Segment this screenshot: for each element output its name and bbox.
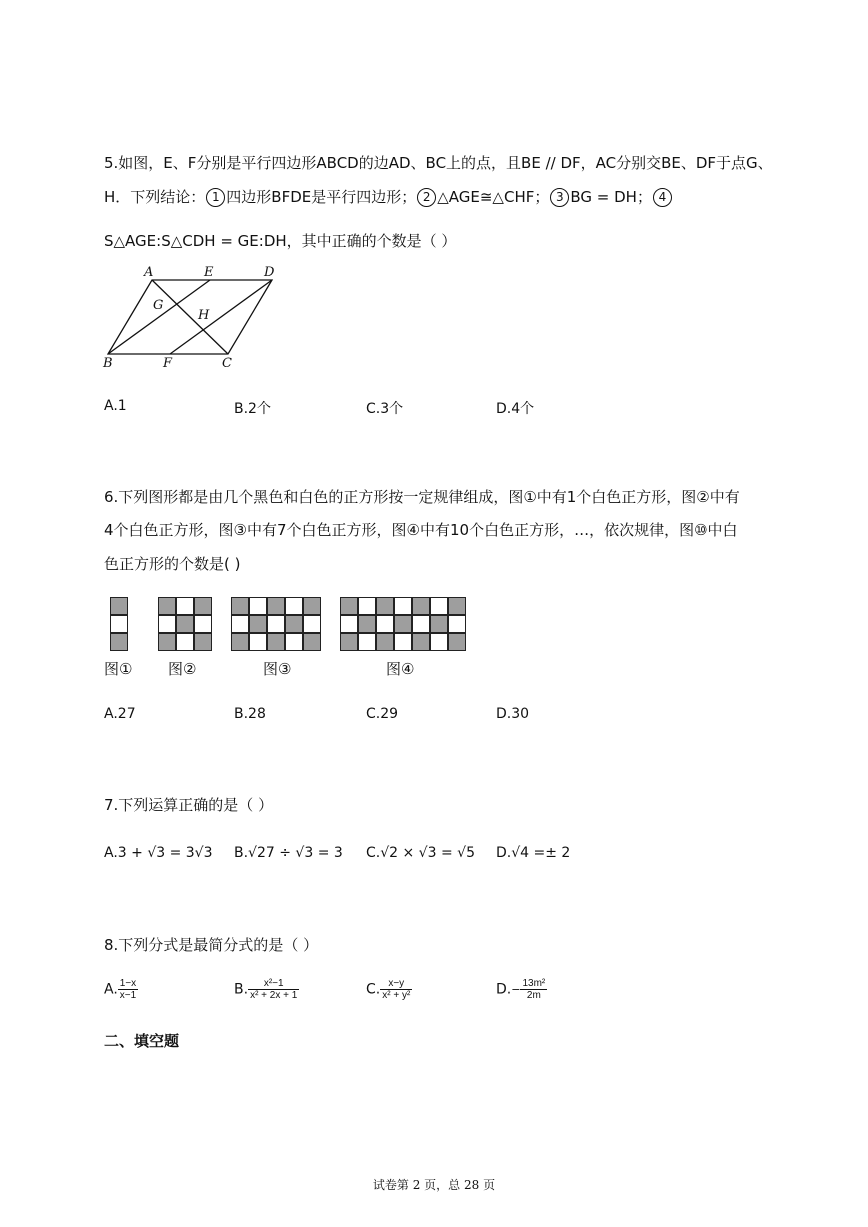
parallelogram-figure [100, 262, 285, 372]
white-square [394, 633, 412, 651]
q8-option-d[interactable] [496, 978, 547, 1001]
minus-sign: − [511, 983, 521, 996]
black-square [194, 633, 212, 651]
white-square [176, 633, 194, 651]
black-square [285, 615, 303, 633]
q5-option-b[interactable]: B.2个 [234, 401, 271, 417]
segment-ac [152, 280, 228, 354]
black-square [394, 615, 412, 633]
white-square [340, 615, 358, 633]
q5-line3: S△AGE:S△CDH = GE:DH，其中正确的个数是（ ） [104, 232, 457, 250]
fraction-d-denominator: 2m [520, 989, 547, 1001]
fig-label-2: 图② [168, 660, 197, 678]
black-square [430, 615, 448, 633]
black-square [303, 597, 321, 615]
black-square [158, 633, 176, 651]
black-square [194, 597, 212, 615]
white-square [249, 633, 267, 651]
fraction-c [380, 978, 412, 1001]
fraction-d [520, 978, 547, 1001]
white-square [231, 615, 249, 633]
white-square [430, 597, 448, 615]
label-d: D [264, 265, 275, 280]
black-square [412, 633, 430, 651]
white-square [448, 615, 466, 633]
q8-option-a-label: A. [104, 981, 118, 998]
conclusion-1: 四边形BFDE是平行四边形； [226, 188, 417, 206]
circled-number-3: 3 [550, 188, 569, 207]
fraction-b [248, 978, 299, 1001]
q5-line2 [104, 186, 673, 208]
q6-line2: 4个白色正方形，图③中有7个白色正方形，图④中有10个白色正方形，…，依次规律，图⑩中白 [104, 521, 738, 539]
circled-number-4: 4 [653, 188, 672, 207]
black-square [376, 633, 394, 651]
white-square [358, 597, 376, 615]
q6-line1: 6.下列图形都是由几个黑色和白色的正方形按一定规律组成，图①中有1个白色正方形，图②中有 [104, 488, 740, 506]
q6-line3: 色正方形的个数是( ) [104, 555, 241, 573]
q7-option-b[interactable]: B.√27 ÷ √3 = 3 [234, 845, 343, 861]
white-square [430, 633, 448, 651]
black-square [412, 597, 430, 615]
q8-stem: 8.下列分式是最简分式的是（ ） [104, 936, 319, 954]
black-square [267, 597, 285, 615]
label-g: G [153, 298, 164, 313]
white-square [176, 597, 194, 615]
circled-number-2: 2 [417, 188, 436, 207]
segment-be [108, 280, 210, 354]
q5-line2-start: H．下列结论： [104, 188, 206, 206]
fraction-a [118, 978, 138, 1001]
q5-option-d[interactable]: D.4个 [496, 401, 535, 417]
page-footer: 试卷第 2 页，总 28 页 [372, 1178, 496, 1192]
conclusion-3: BG = DH； [570, 188, 652, 206]
label-a: A [144, 265, 154, 280]
q6-option-a[interactable]: A.27 [104, 706, 136, 722]
white-square [194, 615, 212, 633]
black-square [340, 633, 358, 651]
q7-option-c[interactable]: C.√2 × √3 = √5 [366, 845, 475, 861]
fraction-a-numerator: 1−x [119, 978, 137, 989]
black-square [158, 597, 176, 615]
black-square [231, 633, 249, 651]
black-square [303, 633, 321, 651]
fraction-a-denominator: x−1 [119, 990, 137, 1001]
fraction-b-denominator: x² + 2x + 1 [250, 990, 298, 1001]
black-square [358, 615, 376, 633]
black-square [376, 597, 394, 615]
q7-option-d[interactable]: D.√4 =± 2 [496, 845, 571, 861]
white-square [249, 597, 267, 615]
fraction-d-numerator: 13m² [522, 978, 546, 989]
black-square [249, 615, 267, 633]
q8-option-b[interactable] [234, 978, 299, 1001]
q8-option-d-label: D. [496, 981, 512, 998]
q8-option-a[interactable] [104, 978, 138, 1001]
label-c: C [222, 356, 232, 371]
fig-label-1: 图① [104, 660, 133, 678]
q8-option-c-label: C. [366, 981, 381, 998]
q8-option-b-label: B. [234, 981, 249, 998]
q8-option-c[interactable] [366, 978, 412, 1001]
circled-number-1: 1 [206, 188, 225, 207]
black-square [176, 615, 194, 633]
q7-stem: 7.下列运算正确的是（ ） [104, 796, 274, 814]
black-square [340, 597, 358, 615]
white-square [158, 615, 176, 633]
q6-option-d[interactable]: D.30 [496, 706, 530, 722]
q5-line1: 5.如图，E、F分别是平行四边形ABCD的边AD、BC上的点，且BE // DF，AC分别交BE、DF于点G、 [104, 154, 773, 172]
white-square [285, 633, 303, 651]
black-square [448, 597, 466, 615]
black-square [231, 597, 249, 615]
black-square [448, 633, 466, 651]
black-square [110, 633, 128, 651]
white-square [285, 597, 303, 615]
fig-label-3: 图③ [263, 660, 292, 678]
fig-label-4: 图④ [386, 660, 415, 678]
white-square [358, 633, 376, 651]
fraction-c-denominator: x² + y² [382, 990, 411, 1001]
q7-option-a[interactable]: A.3 + √3 = 3√3 [104, 845, 213, 861]
white-square [394, 597, 412, 615]
white-square [303, 615, 321, 633]
fraction-c-numerator: x−y [388, 978, 405, 989]
white-square [376, 615, 394, 633]
q5-option-a[interactable]: A.1 [104, 398, 127, 414]
label-h: H [198, 308, 210, 323]
q6-option-b[interactable]: B.28 [234, 706, 266, 722]
label-b: B [103, 356, 113, 371]
white-square [110, 615, 128, 633]
fraction-b-numerator: x²−1 [263, 978, 284, 989]
white-square [267, 615, 285, 633]
label-f: F [163, 356, 173, 371]
section-heading: 二、填空题 [104, 1032, 180, 1050]
black-square [267, 633, 285, 651]
segment-fd [170, 280, 272, 354]
black-square [110, 597, 128, 615]
label-e: E [204, 265, 214, 280]
q5-option-c[interactable]: C.3个 [366, 401, 404, 417]
conclusion-2: △AGE≅△CHF； [437, 188, 550, 206]
white-square [412, 615, 430, 633]
q6-option-c[interactable]: C.29 [366, 706, 399, 722]
